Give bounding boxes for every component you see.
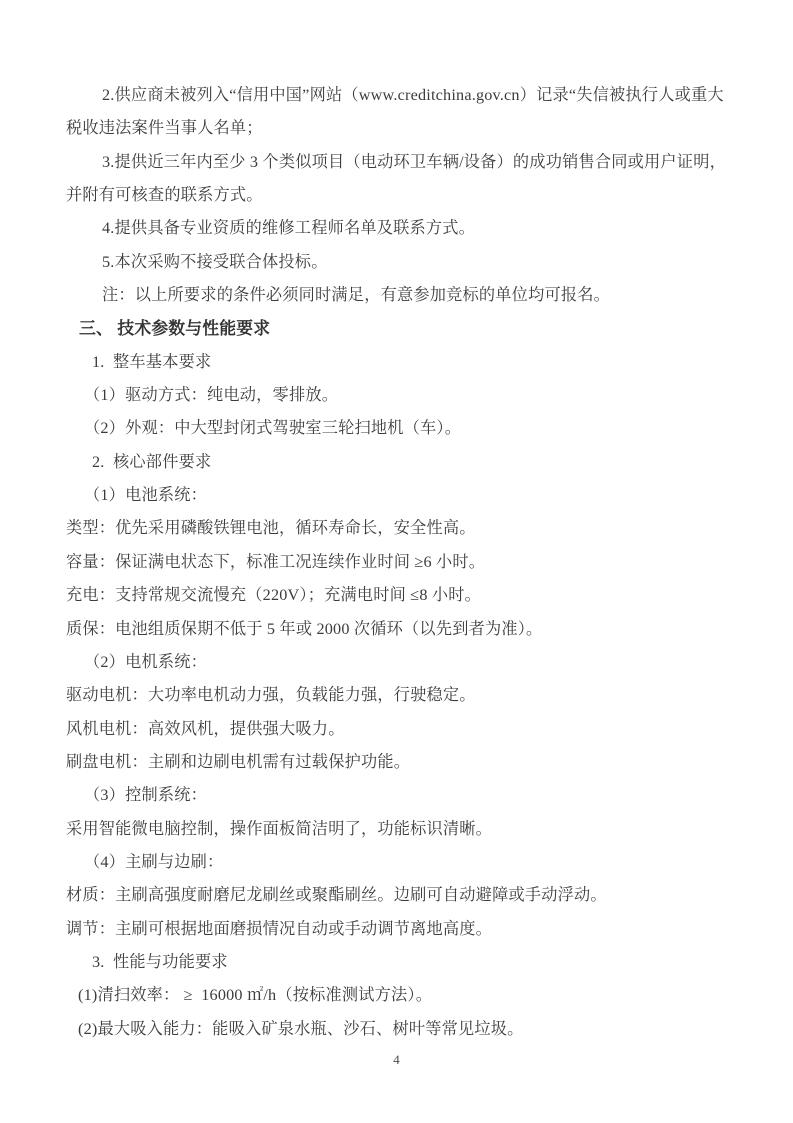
text-line: 类型：优先采用磷酸铁锂电池，循环寿命长，安全性高。 xyxy=(66,519,476,538)
text-line: 2.供应商未被列入“信用中国”网站（www.creditchina.gov.cn）记录“失信被执行人或重大 xyxy=(102,86,724,104)
text-line: 调节：主刷可根据地面磨损情况自动或手动调节离地高度。 xyxy=(66,919,493,938)
text-line: 5.本次采购不接受联合体投标。 xyxy=(102,252,328,271)
section-heading: 三、 技术参数与性能要求 xyxy=(79,319,271,339)
text-line: (2)最大吸入能力：能吸入矿泉水瓶、沙石、树叶等常见垃圾。 xyxy=(78,1019,524,1038)
text-line: （2）外观：中大型封闭式驾驶室三轮扫地机（车）。 xyxy=(84,419,462,438)
text-line: （1）电池系统： xyxy=(84,486,208,505)
text-line: （1）驱动方式：纯电动，零排放。 xyxy=(84,386,339,405)
text-line: 充电：支持常规交流慢充（220V）；充满电时间 ≤8 小时。 xyxy=(66,586,482,605)
text-line: 并附有可核查的联系方式。 xyxy=(66,186,263,205)
text-line: 3. 性能与功能要求 xyxy=(92,952,228,971)
text-line: 驱动电机：大功率电机动力强，负载能力强，行驶稳定。 xyxy=(66,686,476,705)
page-number: 4 xyxy=(393,1052,400,1067)
document-body xyxy=(66,79,728,1046)
text-line: 税收违法案件当事人名单； xyxy=(66,119,263,138)
text-line: 3.提供近三年内至少 3 个类似项目（电动环卫车辆/设备）的成功销售合同或用户证明， xyxy=(102,152,726,171)
text-line: （3）控制系统： xyxy=(84,786,208,805)
text-line: 质保：电池组质保期不低于 5 年或 2000 次循环（以先到者为准）。 xyxy=(66,619,543,638)
text-line: （2）电机系统： xyxy=(84,652,208,671)
text-line: 容量：保证满电状态下，标准工况连续作业时间 ≥6 小时。 xyxy=(66,552,486,571)
text-line: 4.提供具备专业资质的维修工程师名单及联系方式。 xyxy=(102,219,476,238)
text-line: 材质：主刷高强度耐磨尼龙刷丝或聚酯刷丝。边刷可自动避障或手动浮动。 xyxy=(66,886,607,905)
text-line: 2. 核心部件要求 xyxy=(92,452,212,471)
text-line: (1)清扫效率： ≥ 16000 ㎡/h（按标准测试方法）。 xyxy=(78,986,433,1005)
text-line: 刷盘电机：主刷和边刷电机需有过载保护功能。 xyxy=(66,752,411,771)
text-line: 1. 整车基本要求 xyxy=(92,352,212,371)
text-line: 风机电机：高效风机，提供强大吸力。 xyxy=(66,719,345,738)
text-line: 采用智能微电脑控制，操作面板简洁明了，功能标识清晰。 xyxy=(66,819,493,838)
text-line: （4）主刷与边刷： xyxy=(84,852,224,871)
text-line: 注：以上所要求的条件必须同时满足，有意参加竞标的单位均可报名。 xyxy=(102,286,611,305)
